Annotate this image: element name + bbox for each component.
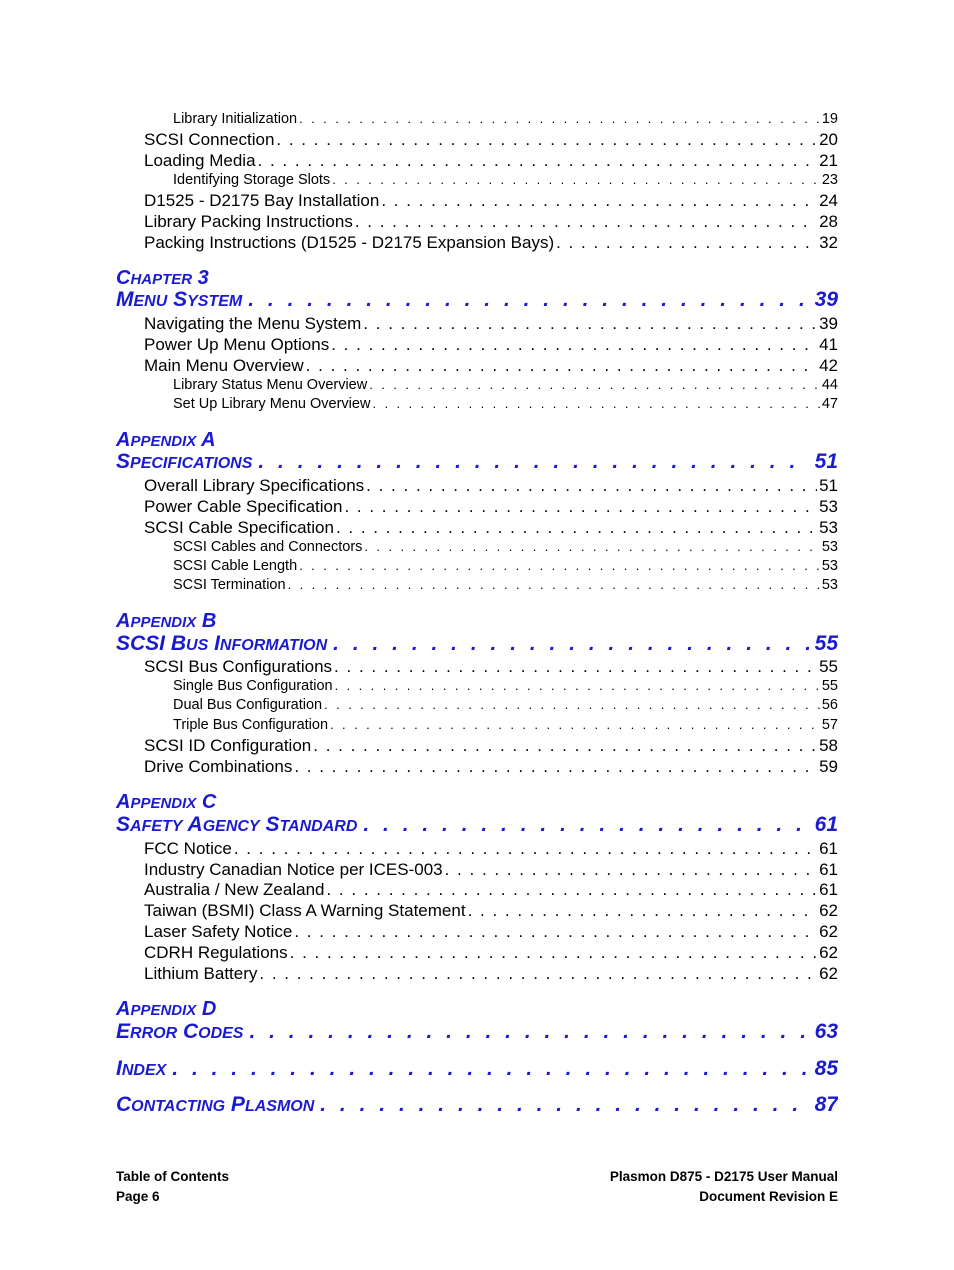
dot-leader bbox=[294, 922, 817, 942]
toc-entry-loading-media[interactable] bbox=[144, 151, 838, 172]
toc-entry-title: SCSI Termination bbox=[173, 577, 286, 593]
toc-entry-page: 39 bbox=[819, 314, 838, 333]
dot-leader bbox=[258, 151, 818, 171]
dot-leader bbox=[381, 191, 817, 211]
toc-entry-scsi-cable-spec[interactable] bbox=[144, 518, 838, 539]
chapter-3-title[interactable] bbox=[116, 288, 838, 314]
toc-entry-scsi-cables-connectors[interactable] bbox=[173, 539, 838, 558]
toc-entry-page: 20 bbox=[819, 130, 838, 149]
toc-entry-single-bus[interactable] bbox=[173, 678, 838, 697]
toc-entry-title: Taiwan (BSMI) Class A Warning Statement bbox=[144, 901, 466, 920]
toc-entry-page: 53 bbox=[821, 577, 838, 593]
toc-entry-page: 23 bbox=[821, 172, 838, 188]
dot-leader bbox=[299, 558, 820, 573]
toc-entry-title: Dual Bus Configuration bbox=[173, 697, 323, 713]
toc-entry-title: SCSI Cables and Connectors bbox=[173, 539, 363, 555]
toc-entry-page: 62 bbox=[819, 901, 838, 920]
toc-entry-industry-canadian[interactable] bbox=[144, 860, 838, 881]
appendix-c-label[interactable]: APPENDIX C bbox=[116, 791, 217, 813]
appendix-d-label[interactable]: APPENDIX D bbox=[116, 998, 217, 1020]
toc-entry-page: 53 bbox=[821, 558, 838, 574]
dot-leader bbox=[556, 233, 817, 253]
chapter-title: CONTACTING PLASMON bbox=[116, 1093, 315, 1116]
dot-leader bbox=[248, 288, 808, 312]
chapter-title: MENU SYSTEM bbox=[116, 288, 243, 311]
toc-entry-scsi-connection[interactable] bbox=[144, 130, 838, 151]
toc-entry-title: Drive Combinations bbox=[144, 757, 293, 776]
chapter-title: SPECIFICATIONS bbox=[116, 450, 253, 473]
chapter-title: ERROR CODES bbox=[116, 1020, 244, 1043]
toc-entry-page: 55 bbox=[819, 657, 838, 676]
toc-entry-page: 47 bbox=[821, 396, 838, 412]
toc-entry-page: 58 bbox=[819, 736, 838, 755]
toc-entry-drive-combinations[interactable] bbox=[144, 757, 838, 778]
toc-entry-library-packing[interactable] bbox=[144, 212, 838, 233]
dot-leader bbox=[320, 1093, 808, 1117]
appendix-a-label[interactable]: APPENDIX A bbox=[116, 429, 216, 451]
chapter-page: 85 bbox=[814, 1057, 838, 1080]
chapter-page: 51 bbox=[814, 450, 838, 473]
toc-entry-title: Australia / New Zealand bbox=[144, 880, 325, 899]
toc-entry-title: Identifying Storage Slots bbox=[173, 172, 331, 188]
appendix-a-title[interactable] bbox=[116, 450, 838, 476]
dot-leader bbox=[313, 736, 817, 756]
chapter-title: SCSI BUS INFORMATION bbox=[116, 632, 328, 655]
toc-entry-title: CDRH Regulations bbox=[144, 943, 288, 962]
dot-leader bbox=[364, 539, 819, 554]
dot-leader bbox=[249, 1020, 808, 1044]
dot-leader bbox=[326, 880, 817, 900]
toc-entry-page: 62 bbox=[819, 964, 838, 983]
toc-entry-page: 53 bbox=[819, 497, 838, 516]
toc-entry-title: Library Status Menu Overview bbox=[173, 377, 368, 393]
dot-leader bbox=[330, 717, 820, 732]
toc-entry-library-initialization[interactable] bbox=[173, 111, 838, 130]
toc-entry-title: Overall Library Specifications bbox=[144, 476, 365, 495]
toc-entry-title: Main Menu Overview bbox=[144, 356, 304, 375]
dot-leader bbox=[336, 518, 817, 538]
toc-entry-australia-nz[interactable] bbox=[144, 880, 838, 901]
chapter-3-label[interactable]: CHAPTER 3 bbox=[116, 267, 209, 289]
toc-entry-dual-bus[interactable] bbox=[173, 697, 838, 716]
toc-entry-packing-expansion-bays[interactable] bbox=[144, 233, 838, 254]
toc-entry-bay-installation[interactable] bbox=[144, 191, 838, 212]
toc-entry-triple-bus[interactable] bbox=[173, 717, 838, 736]
toc-entry-title: Power Cable Specification bbox=[144, 497, 343, 516]
toc-entry-title: SCSI Bus Configurations bbox=[144, 657, 333, 676]
dot-leader bbox=[355, 212, 817, 232]
dot-leader bbox=[344, 497, 817, 517]
toc-entry-title: Lithium Battery bbox=[144, 964, 258, 983]
toc-entry-power-up-menu[interactable] bbox=[144, 335, 838, 356]
dot-leader bbox=[324, 697, 820, 712]
dot-leader bbox=[294, 757, 817, 777]
chapter-title: INDEX bbox=[116, 1057, 167, 1080]
footer-manual-title: Plasmon D875 - D2175 User Manual bbox=[609, 1169, 838, 1184]
toc-entry-page: 44 bbox=[821, 377, 838, 393]
chapter-page: 55 bbox=[814, 632, 838, 655]
dot-leader bbox=[331, 335, 817, 355]
toc-entry-taiwan-bsmi[interactable] bbox=[144, 901, 838, 922]
toc-entry-title: Navigating the Menu System bbox=[144, 314, 362, 333]
toc-entry-page: 19 bbox=[821, 111, 838, 127]
dot-leader bbox=[290, 943, 817, 963]
appendix-b-label[interactable]: APPENDIX B bbox=[116, 610, 217, 632]
toc-entry-page: 21 bbox=[819, 151, 838, 170]
dot-leader bbox=[333, 632, 808, 656]
toc-entry-title: SCSI Connection bbox=[144, 130, 275, 149]
toc-entry-main-menu[interactable] bbox=[144, 356, 838, 377]
toc-entry-page: 61 bbox=[819, 839, 838, 858]
toc-entry-page: 56 bbox=[821, 697, 838, 713]
chapter-title: SAFETY AGENCY STANDARD bbox=[116, 813, 358, 836]
chapter-page: 87 bbox=[814, 1093, 838, 1116]
dot-leader bbox=[372, 396, 819, 411]
dot-leader bbox=[234, 839, 817, 859]
contacting-plasmon-title[interactable] bbox=[116, 1093, 838, 1119]
toc-entry-cdrh-regulations[interactable] bbox=[144, 943, 838, 964]
toc-entry-page: 24 bbox=[819, 191, 838, 210]
toc-entry-library-status-menu[interactable] bbox=[173, 377, 838, 396]
toc-entry-page: 61 bbox=[819, 860, 838, 879]
toc-entry-title: Industry Canadian Notice per ICES-003 bbox=[144, 860, 443, 879]
toc-entry-scsi-termination[interactable] bbox=[173, 577, 838, 596]
toc-entry-title: D1525 - D2175 Bay Installation bbox=[144, 191, 380, 210]
toc-entry-page: 57 bbox=[821, 717, 838, 733]
toc-entry-page: 28 bbox=[819, 212, 838, 231]
appendix-d-title[interactable] bbox=[116, 1020, 838, 1046]
dot-leader bbox=[363, 314, 817, 334]
toc-entry-title: Laser Safety Notice bbox=[144, 922, 293, 941]
toc-entry-laser-safety[interactable] bbox=[144, 922, 838, 943]
dot-leader bbox=[445, 860, 817, 880]
chapter-page: 61 bbox=[814, 813, 838, 836]
toc-entry-title: Power Up Menu Options bbox=[144, 335, 330, 354]
toc-entry-page: 59 bbox=[819, 757, 838, 776]
toc-entry-title: Triple Bus Configuration bbox=[173, 717, 329, 733]
toc-entry-navigating-menu[interactable] bbox=[144, 314, 838, 335]
toc-entry-page: 41 bbox=[819, 335, 838, 354]
dot-leader bbox=[335, 678, 820, 693]
toc-entry-page: 55 bbox=[821, 678, 838, 694]
footer-section: Table of Contents bbox=[116, 1169, 229, 1184]
appendix-c-title[interactable] bbox=[116, 813, 838, 839]
toc-entry-power-cable-spec[interactable] bbox=[144, 497, 838, 518]
toc-entry-set-up-library-menu[interactable] bbox=[173, 396, 838, 415]
toc-entry-page: 53 bbox=[821, 539, 838, 555]
toc-entry-title: Set Up Library Menu Overview bbox=[173, 396, 371, 412]
toc-entry-overall-specs[interactable] bbox=[144, 476, 838, 497]
dot-leader bbox=[276, 130, 817, 150]
dot-leader bbox=[299, 111, 820, 126]
toc-entry-fcc-notice[interactable] bbox=[144, 839, 838, 860]
toc-entry-title: FCC Notice bbox=[144, 839, 232, 858]
dot-leader bbox=[306, 356, 817, 376]
appendix-b-title[interactable] bbox=[116, 632, 838, 658]
toc-entry-lithium-battery[interactable] bbox=[144, 964, 838, 985]
toc-entry-scsi-bus-configs[interactable] bbox=[144, 657, 838, 678]
toc-entry-title: SCSI ID Configuration bbox=[144, 736, 312, 755]
toc-entry-identifying-storage-slots[interactable] bbox=[173, 172, 838, 191]
toc-entry-page: 42 bbox=[819, 356, 838, 375]
toc-entry-title: Packing Instructions (D1525 - D2175 Expansion Bays) bbox=[144, 233, 555, 252]
toc-entry-title: SCSI Cable Specification bbox=[144, 518, 334, 537]
footer-page-label: Page 6 bbox=[116, 1189, 160, 1204]
dot-leader bbox=[259, 964, 817, 984]
dot-leader bbox=[366, 476, 817, 496]
index-title[interactable] bbox=[116, 1057, 838, 1083]
dot-leader bbox=[172, 1057, 808, 1081]
toc-entry-scsi-cable-length[interactable] bbox=[173, 558, 838, 577]
dot-leader bbox=[468, 901, 818, 921]
chapter-page: 63 bbox=[814, 1020, 838, 1043]
toc-entry-scsi-id-config[interactable] bbox=[144, 736, 838, 757]
dot-leader bbox=[258, 450, 808, 474]
dot-leader bbox=[288, 577, 820, 592]
toc-entry-title: Loading Media bbox=[144, 151, 256, 170]
toc-entry-title: Single Bus Configuration bbox=[173, 678, 333, 694]
toc-entry-title: SCSI Cable Length bbox=[173, 558, 298, 574]
toc-entry-page: 53 bbox=[819, 518, 838, 537]
toc-entry-page: 62 bbox=[819, 922, 838, 941]
toc-entry-page: 32 bbox=[819, 233, 838, 252]
dot-leader bbox=[334, 657, 817, 677]
dot-leader bbox=[363, 813, 808, 837]
dot-leader bbox=[369, 377, 820, 392]
toc-entry-title: Library Initialization bbox=[173, 111, 298, 127]
chapter-page: 39 bbox=[814, 288, 838, 311]
toc-entry-page: 62 bbox=[819, 943, 838, 962]
dot-leader bbox=[332, 172, 820, 187]
toc-entry-page: 51 bbox=[819, 476, 838, 495]
footer-revision: Document Revision E bbox=[699, 1189, 838, 1204]
toc-entry-page: 61 bbox=[819, 880, 838, 899]
toc-entry-title: Library Packing Instructions bbox=[144, 212, 353, 231]
